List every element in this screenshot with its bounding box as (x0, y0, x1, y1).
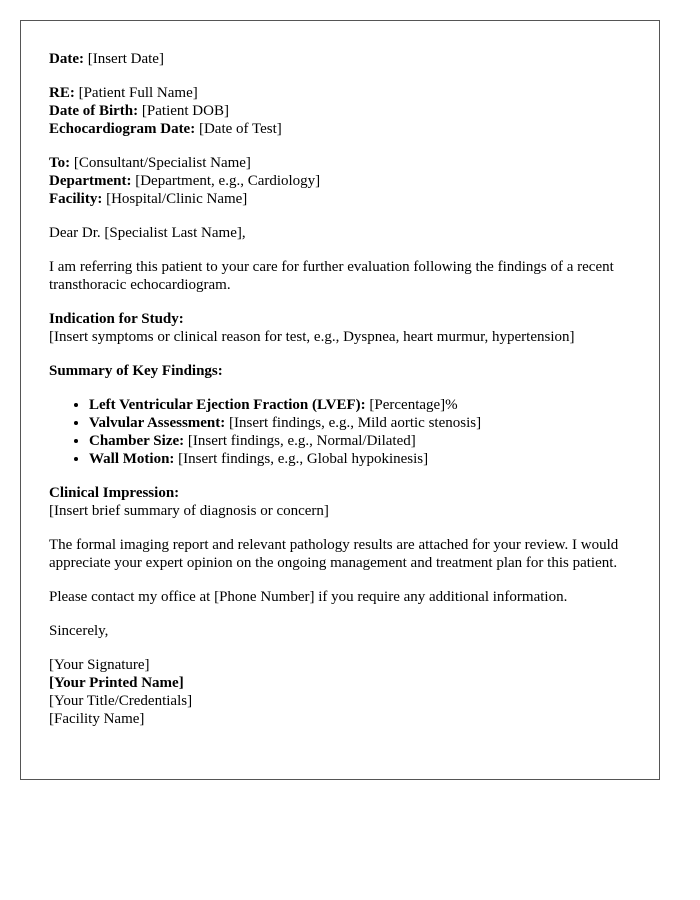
dob-value: [Patient DOB] (141, 103, 229, 119)
department-line (49, 172, 631, 190)
intro-paragraph: I am referring this patient to your care for further evaluation following the findings of a recent transthoracic echocardiogram. (49, 259, 614, 293)
indication-block (49, 310, 631, 346)
department-label: Department: (49, 173, 132, 189)
facility-value: [Hospital/Clinic Name] (106, 191, 248, 207)
findings-list (49, 396, 631, 468)
re-label: RE: (49, 85, 75, 101)
echo-date-value: [Date of Test] (198, 121, 282, 137)
to-value: [Consultant/Specialist Name] (73, 155, 251, 171)
finding-label: Chamber Size: (89, 433, 185, 449)
finding-label: Valvular Assessment: (89, 415, 226, 431)
facility-name: [Facility Name] (49, 711, 145, 727)
facility-line (49, 190, 631, 208)
date-value: [Insert Date] (87, 51, 164, 67)
signature-block (49, 656, 631, 728)
title-credentials: [Your Title/Credentials] (49, 693, 193, 709)
echo-date-line (49, 120, 631, 138)
finding-item-wall-motion (89, 450, 631, 468)
date-block (49, 50, 631, 68)
indication-text: [Insert symptoms or clinical reason for test, e.g., Dyspnea, heart murmur, hypertension] (49, 329, 575, 345)
to-line (49, 154, 631, 172)
dob-line (49, 102, 631, 120)
re-line (49, 84, 631, 102)
finding-item-valvular (89, 414, 631, 432)
finding-label: Wall Motion: (89, 451, 175, 467)
signature-line: [Your Signature] (49, 657, 150, 673)
facility-label: Facility: (49, 191, 103, 207)
referral-letter (20, 20, 660, 780)
patient-block (49, 84, 631, 138)
closing-paragraph: The formal imaging report and relevant pathology results are attached for your review. I would appreciate your expert opinion on the ongoing management and treatment plan for this patient. (49, 537, 619, 571)
echo-date-label: Echocardiogram Date: (49, 121, 196, 137)
salutation: Dear Dr. [Specialist Last Name], (49, 225, 246, 241)
impression-text: [Insert brief summary of diagnosis or concern] (49, 503, 329, 519)
finding-label: Left Ventricular Ejection Fraction (LVEF): (89, 397, 366, 413)
impression-heading: Clinical Impression: (49, 485, 180, 501)
recipient-block (49, 154, 631, 208)
indication-heading: Indication for Study: (49, 311, 184, 327)
contact-paragraph: Please contact my office at [Phone Number] if you require any additional information. (49, 589, 568, 605)
re-value: [Patient Full Name] (78, 85, 198, 101)
department-value: [Department, e.g., Cardiology] (135, 173, 321, 189)
finding-value: [Insert findings, e.g., Global hypokinesis] (178, 451, 429, 467)
findings-heading: Summary of Key Findings: (49, 363, 223, 379)
printed-name: [Your Printed Name] (49, 675, 184, 691)
to-label: To: (49, 155, 71, 171)
sign-off: Sincerely, (49, 623, 109, 639)
date-line (49, 50, 631, 68)
finding-item-lvef (89, 396, 631, 414)
impression-block (49, 484, 631, 520)
findings-heading-block (49, 362, 631, 380)
dob-label: Date of Birth: (49, 103, 139, 119)
finding-value: [Percentage]% (369, 397, 458, 413)
finding-item-chamber (89, 432, 631, 450)
finding-value: [Insert findings, e.g., Mild aortic stenosis] (229, 415, 482, 431)
date-label: Date: (49, 51, 84, 67)
finding-value: [Insert findings, e.g., Normal/Dilated] (187, 433, 416, 449)
